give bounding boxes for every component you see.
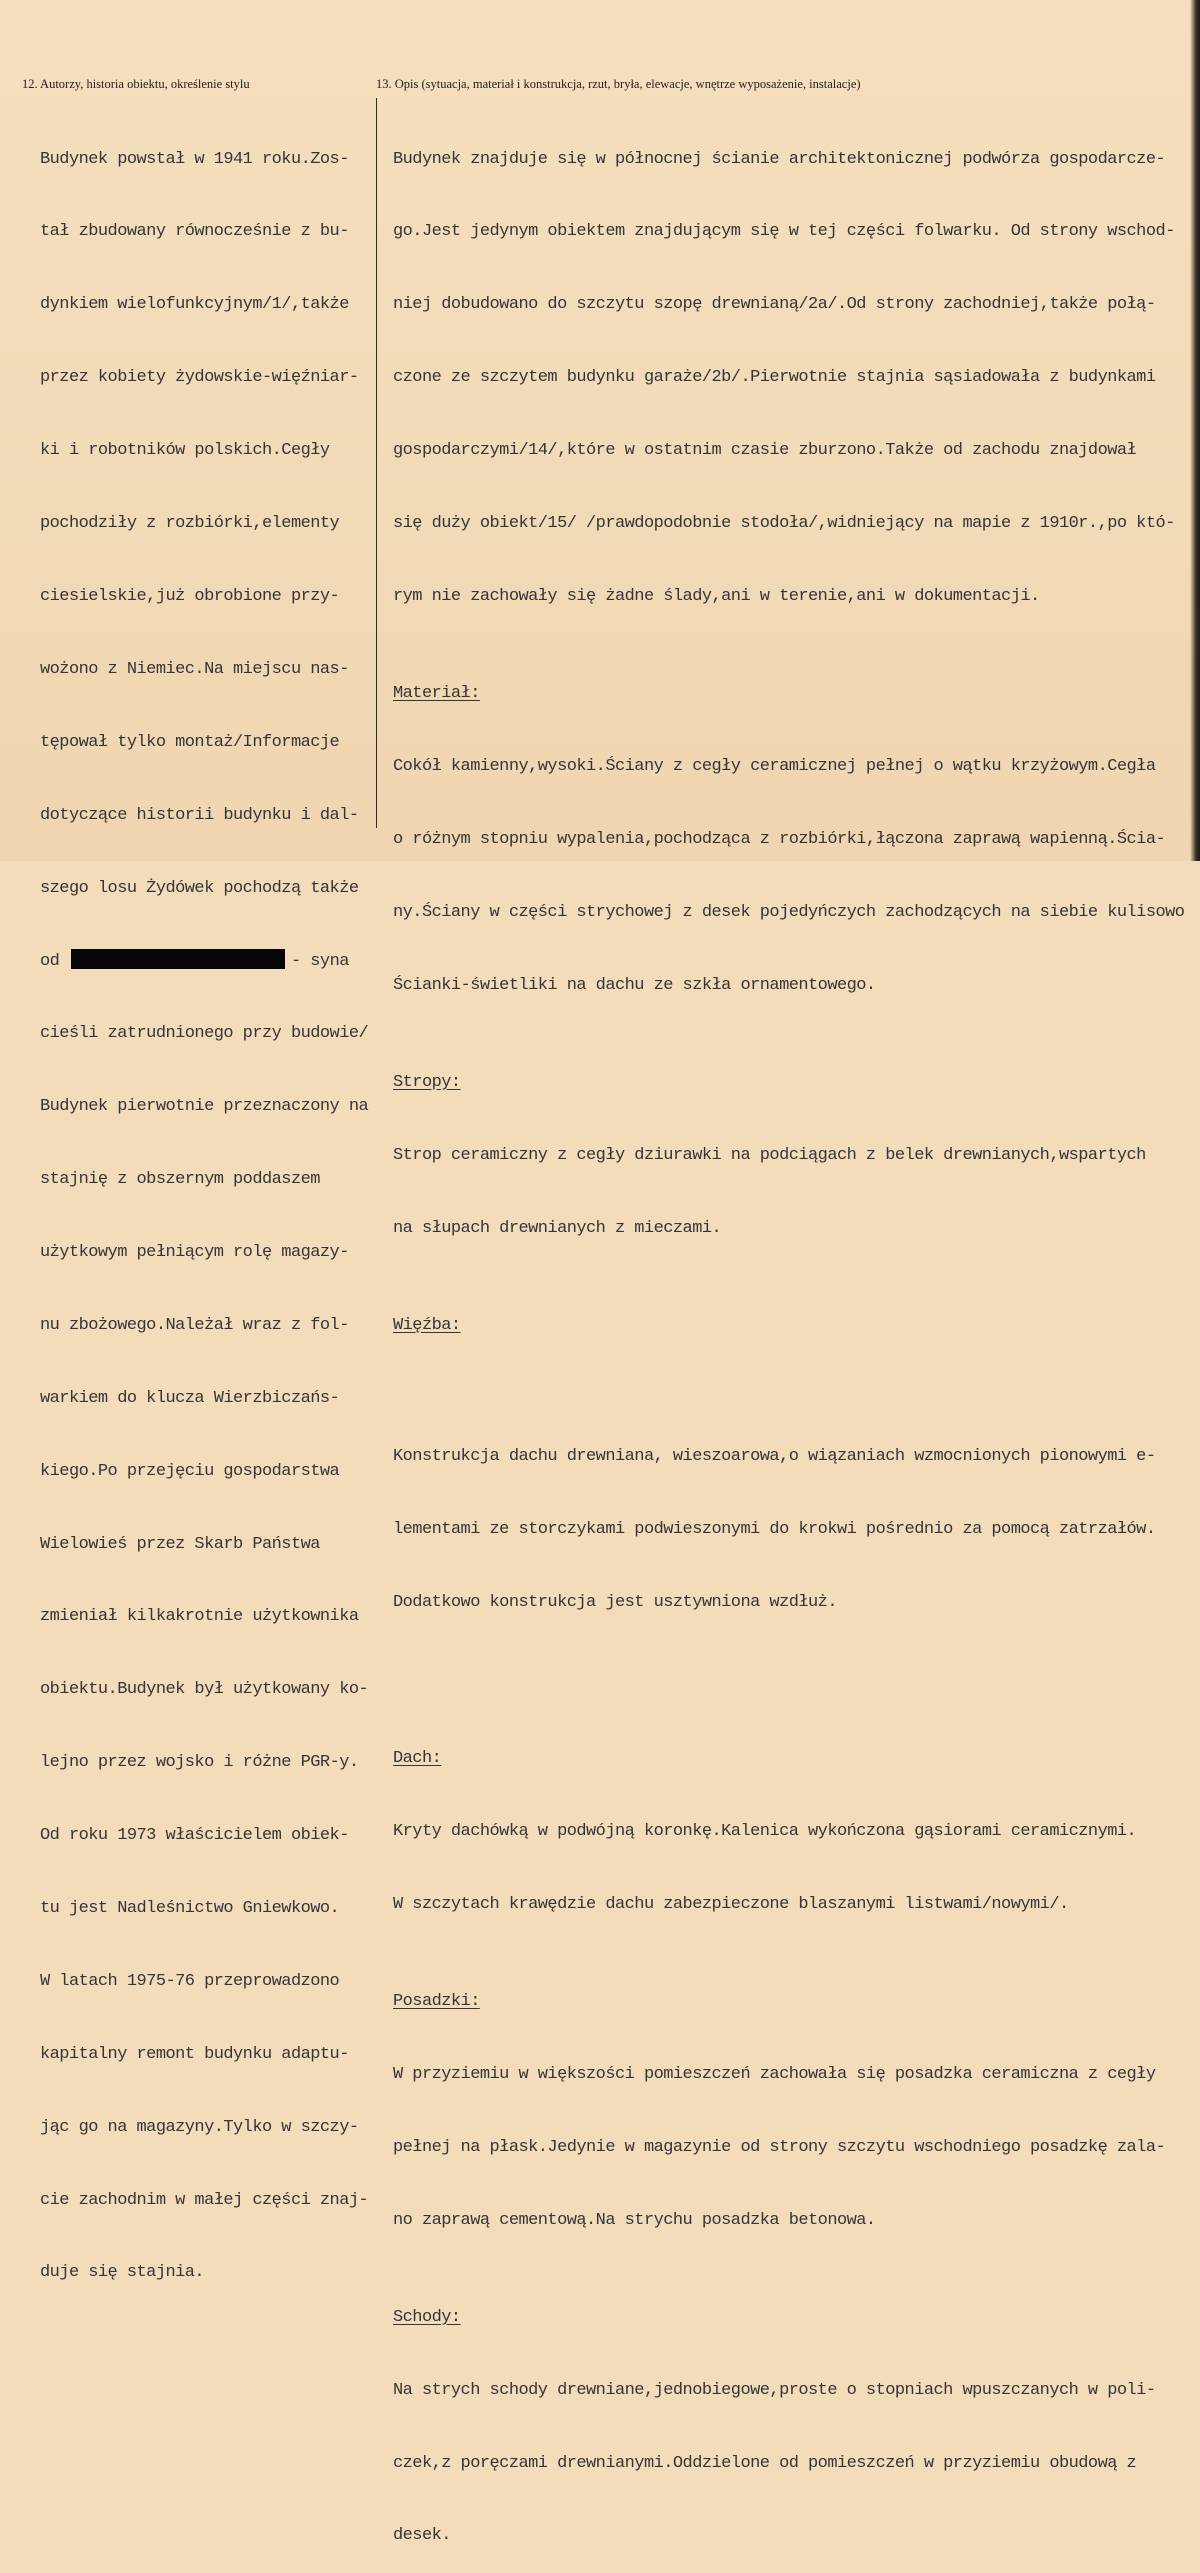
wiezba-line: Dodatkowo konstrukcja jest usztywniona wzdłuż. bbox=[393, 1593, 837, 1613]
intro-line: się duży obiekt/15/ /prawdopodobnie stodoła/,widniejący na mapie z 1910r.,po któ- bbox=[393, 514, 1175, 534]
history-line: tu jest Nadleśnictwo Gniewkowo. bbox=[40, 1898, 340, 1918]
spacer bbox=[393, 1387, 1193, 1397]
schody-heading: Schody: bbox=[393, 2307, 461, 2327]
history-line: kiego.Po przejęciu gospodarstwa bbox=[40, 1461, 340, 1481]
history-column bbox=[40, 99, 375, 2310]
history-line: tał zbudowany równocześnie z bu- bbox=[40, 222, 349, 242]
redaction-bar bbox=[71, 949, 285, 969]
posadzki-line: no zaprawą cementową.Na strychu posadzka betonowa. bbox=[393, 2210, 876, 2230]
posadzki-heading: Posadzki: bbox=[393, 1991, 480, 2011]
history-line: ki i robotników polskich.Cegły bbox=[40, 441, 330, 461]
history-line: cieśli zatrudnionego przy budowie/ bbox=[40, 1024, 369, 1044]
history-line: nu zbożowego.Należał wraz z fol- bbox=[40, 1315, 349, 1335]
history-line: jąc go na magazyny.Tylko w szczy- bbox=[40, 2117, 359, 2137]
stropy-line: na słupach drewnianych z mieczami. bbox=[393, 1218, 722, 1238]
wiezba-line: Konstrukcja dachu drewniana, wieszoarowa,o wiązaniach wzmocnionych pionowymi e- bbox=[393, 1447, 1156, 1467]
section-13-header: 13. Opis (sytuacja, materiał i konstrukcja, rzut, bryła, elewacje, wnętrze wyposażenie, instalacje) bbox=[376, 77, 861, 91]
history-line: Od roku 1973 właścicielem obiek- bbox=[40, 1826, 349, 1846]
history-line: kapitalny remont budynku adaptu- bbox=[40, 2044, 349, 2064]
section-12-header: 12. Autorzy, historia obiektu, określenie stylu bbox=[22, 77, 250, 91]
intro-line: niej dobudowano do szczytu szopę drewnianą/2a/.Od strony zachodniej,także połą- bbox=[393, 295, 1156, 315]
schody-line: desek. bbox=[393, 2526, 451, 2546]
history-line: dynkiem wielofunkcyjnym/1/,także bbox=[40, 295, 349, 315]
history-line: cie zachodnim w małej części znaj- bbox=[40, 2190, 369, 2210]
column-divider bbox=[376, 98, 377, 828]
material-line: o różnym stopniu wypalenia,pochodząca z rozbiórki,łączona zaprawą wapienną.Ścia- bbox=[393, 829, 1166, 849]
intro-line: go.Jest jedynym obiektem znajdującym się w tej części folwarku. Od strony wschod- bbox=[393, 222, 1175, 242]
intro-line: rym nie zachowały się żadne ślady,ani w terenie,ani w dokumentacji. bbox=[393, 586, 1040, 606]
material-heading: Materiał: bbox=[393, 684, 480, 704]
dach-line: W szczytach krawędzie dachu zabezpieczone blaszanymi listwami/nowymi/. bbox=[393, 1894, 1069, 1914]
schody-line: Na strych schody drewniane,jednobiegowe,proste o stopniach wpuszczanych w poli- bbox=[393, 2380, 1156, 2400]
posadzki-line: W przyziemiu w większości pomieszczeń zachowała się posadzka ceramiczna z cegły bbox=[393, 2064, 1156, 2084]
history-line: Budynek pierwotnie przeznaczony na bbox=[40, 1097, 369, 1117]
dach-line: Kryty dachówką w podwójną koronkę.Kalenica wykończona gąsiorami ceramicznymi. bbox=[393, 1821, 1137, 1841]
history-line: W latach 1975-76 przeprowadzono bbox=[40, 1971, 340, 1991]
schody-line: czek,z poręczami drewnianymi.Oddzielone od pomieszczeń w przyziemiu obudową z bbox=[393, 2453, 1137, 2473]
redacted-suffix: - syna bbox=[290, 952, 349, 972]
history-line: duje się stajnia. bbox=[40, 2263, 205, 2283]
history-line: ciesielskie,już obrobione przy- bbox=[40, 586, 340, 606]
history-line: Wielowieś przez Skarb Państwa bbox=[40, 1534, 320, 1554]
dach-heading: Dach: bbox=[393, 1748, 442, 1768]
history-line-redacted bbox=[40, 949, 375, 973]
material-line: ny.Ściany w części strychowej z desek pojedyńczych zachodzących na siebie kulisowo bbox=[393, 902, 1185, 922]
history-line: stajnię z obszernym poddaszem bbox=[40, 1170, 320, 1190]
spacer bbox=[393, 1664, 1193, 1674]
description-column bbox=[393, 99, 1193, 2573]
history-line: szego losu Żydówek pochodzą także bbox=[40, 878, 359, 898]
stropy-line: Strop ceramiczny z cegły dziurawki na podciągach z belek drewnianych,wspartych bbox=[393, 1145, 1146, 1165]
material-line: Ścianki-świetliki na dachu ze szkła ornamentowego. bbox=[393, 975, 876, 995]
intro-line: gospodarczymi/14/,które w ostatnim czasie zburzono.Także od zachodu znajdował bbox=[393, 441, 1137, 461]
history-line: pochodziły z rozbiórki,elementy bbox=[40, 514, 340, 534]
intro-line: Budynek znajduje się w północnej ścianie architektonicznej podwórza gospodarcze- bbox=[393, 149, 1166, 169]
history-line: lejno przez wojsko i różne PGR-y. bbox=[40, 1753, 359, 1773]
redacted-prefix: od bbox=[40, 952, 60, 972]
history-line: wożono z Niemiec.Na miejscu nas- bbox=[40, 659, 349, 679]
intro-line: czone ze szczytem budynku garaże/2b/.Pierwotnie stajnia sąsiadowała z budynkami bbox=[393, 368, 1156, 388]
history-line: tępował tylko montaż/Informacje bbox=[40, 732, 340, 752]
history-line: zmieniał kilkakrotnie użytkownika bbox=[40, 1607, 359, 1627]
stropy-heading: Stropy: bbox=[393, 1072, 461, 1092]
wiezba-line: lementami ze storczykami podwieszonymi do krokwi pośrednio za pomocą zatrzałów. bbox=[393, 1520, 1156, 1540]
material-line: Cokół kamienny,wysoki.Ściany z cegły ceramicznej pełnej o wątku krzyżowym.Cegła bbox=[393, 757, 1156, 777]
history-line: obiektu.Budynek był użytkowany ko- bbox=[40, 1680, 369, 1700]
history-line: warkiem do klucza Wierzbiczańs- bbox=[40, 1388, 340, 1408]
posadzki-line: pełnej na płask.Jedynie w magazynie od strony szczytu wschodniego posadzkę zala- bbox=[393, 2137, 1166, 2157]
wiezba-heading: Więźba: bbox=[393, 1315, 461, 1335]
history-line: dotyczące historii budynku i dal- bbox=[40, 805, 359, 825]
history-line: przez kobiety żydowskie-więźniar- bbox=[40, 368, 359, 388]
history-line: Budynek powstał w 1941 roku.Zos- bbox=[40, 149, 349, 169]
history-line: użytkowym pełniącym rolę magazy- bbox=[40, 1242, 349, 1262]
